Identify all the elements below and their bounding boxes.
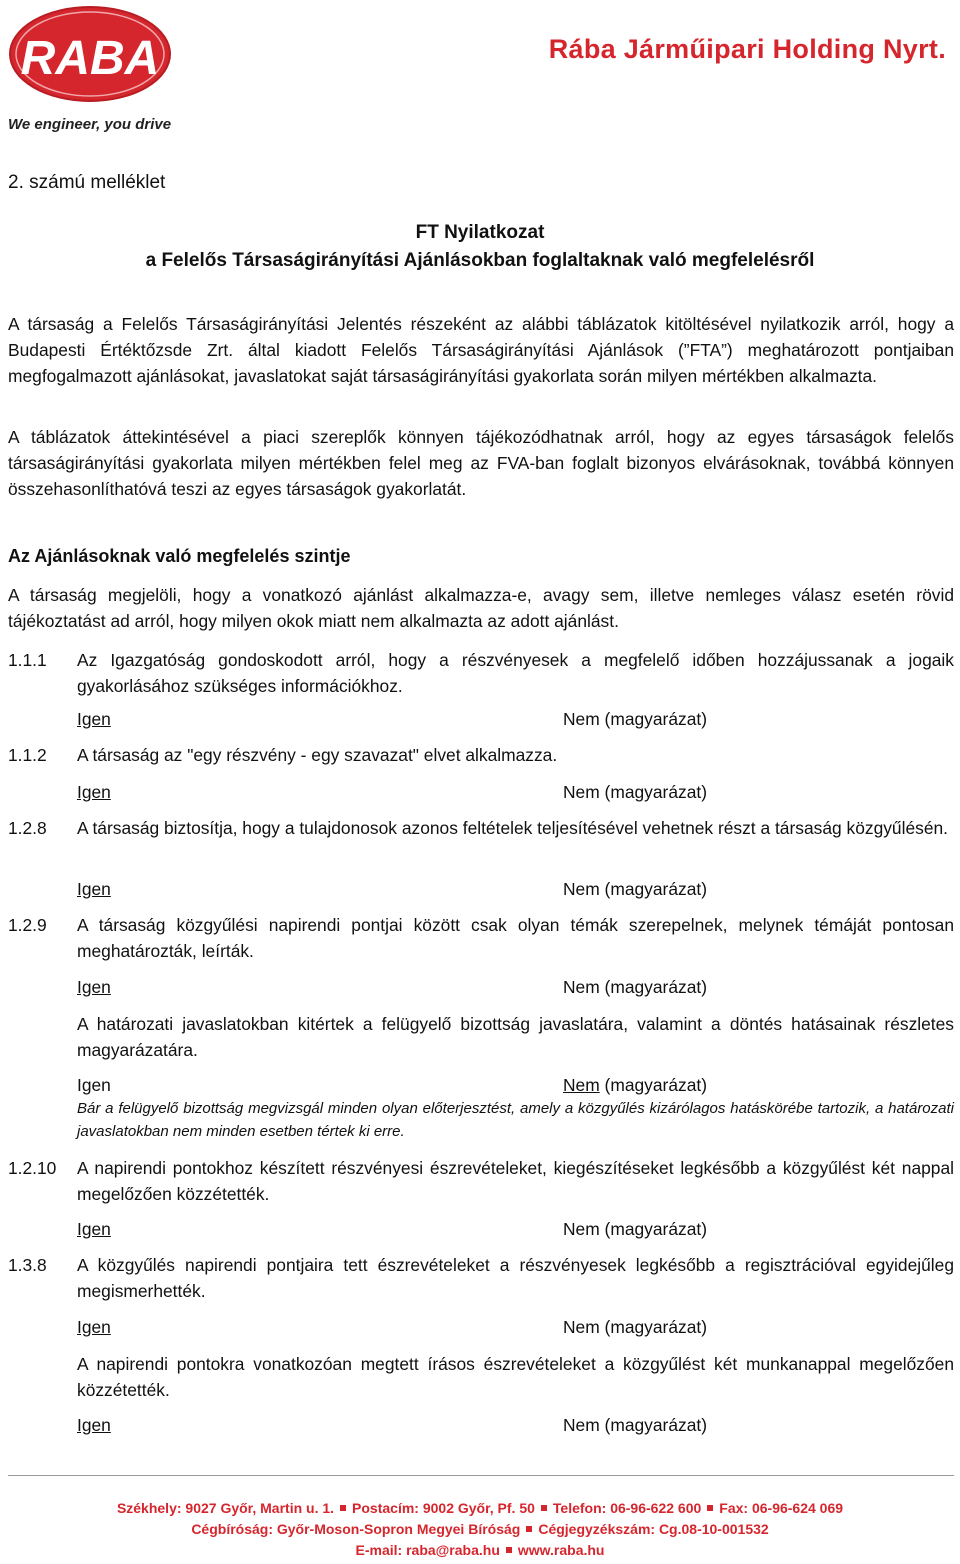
option-yes[interactable]: Igen bbox=[77, 1415, 111, 1435]
option-no[interactable]: Nem (magyarázat) bbox=[563, 977, 707, 997]
item-number: 1.2.8 bbox=[8, 818, 47, 838]
option-no[interactable]: Nem (magyarázat) bbox=[563, 1317, 707, 1337]
item-number: 1.1.2 bbox=[8, 745, 47, 765]
tagline: We engineer, you drive bbox=[8, 116, 172, 133]
document-title: FT Nyilatkozat bbox=[415, 222, 545, 243]
option-no[interactable]: Nem (magyarázat) bbox=[563, 1415, 707, 1435]
bullet-square-icon bbox=[340, 1505, 346, 1511]
company-name: Rába Járműipari Holding Nyrt. bbox=[548, 34, 946, 64]
bullet-square-icon bbox=[541, 1505, 547, 1511]
footer-line-1: Székhely: 9027 Győr, Martin u. 1. Postacím: 9002 Győr, Pf. 50 Telefon: 06-96-622 600 Fax: 06-96-624 069 bbox=[116, 1500, 844, 1516]
logo-text: RABA bbox=[20, 32, 160, 85]
item-number: 1.3.8 bbox=[8, 1255, 47, 1275]
option-no[interactable]: Nem (magyarázat) bbox=[563, 1219, 707, 1239]
intro-paragraph-1: A társaság a Felelős Társaságirányítási Jelentés részeként az alábbi táblázatok kitöltésével nyilatkozik arról, hogy a Budapesti Értéktőzsde Zrt. által kiadott Felelős Társaságirányítási Ajánlások (”FTA”) meghatározott pontjaiban megfogalmazott ajánlásokat, javaslatokat saját társaságirányítási gyakorlata során milyen mértékben alkalmazta. bbox=[8, 314, 954, 386]
item-number: 1.2.9 bbox=[8, 915, 47, 935]
bullet-square-icon bbox=[506, 1547, 512, 1553]
explanation-note: Bár a felügyelő bizottság megvizsgál minden olyan előterjesztést, amely a közgyűlés kizárólagos hatáskörébe tartozik, a határozati javaslatokban nem minden esetben tértek ki erre. bbox=[77, 1100, 954, 1140]
option-yes[interactable]: Igen bbox=[77, 1219, 111, 1239]
document-subtitle: a Felelős Társaságirányítási Ajánlásokban foglaltaknak való megfelelésről bbox=[145, 250, 815, 271]
option-yes[interactable]: Igen bbox=[77, 782, 111, 802]
option-yes[interactable]: Igen bbox=[77, 879, 111, 899]
item-text: A társaság az "egy részvény - egy szavazat" elvet alkalmazza. bbox=[77, 745, 558, 765]
item-number: 1.2.10 bbox=[8, 1158, 57, 1178]
intro-paragraph-2: A táblázatok áttekintésével a piaci szereplők könnyen tájékozódhatnak arról, hogy az egyes társaságok felelős társaságirányítási gyakorlata milyen mértékben felel meg az FVA-ban foglalt bizonyos elvárásoknak, továbbá könnyen összehasonlíthatóvá teszi az egyes társaságok gyakorlatát. bbox=[8, 427, 954, 499]
section-intro: A társaság megjelöli, hogy a vonatkozó ajánlást alkalmazza-e, avagy sem, illetve nemleges válasz esetén rövid tájékoztatást ad arról, hogy milyen okok miatt nem alkalmazta az adott ajánlást. bbox=[8, 585, 954, 631]
raba-logo bbox=[8, 4, 172, 104]
option-no-selected[interactable]: Nem (magyarázat) bbox=[563, 1075, 707, 1095]
option-yes[interactable]: Igen bbox=[77, 1317, 111, 1337]
footer-divider bbox=[8, 1475, 954, 1476]
option-no[interactable]: Nem (magyarázat) bbox=[563, 709, 707, 729]
option-no[interactable]: Nem (magyarázat) bbox=[563, 879, 707, 899]
bullet-square-icon bbox=[526, 1526, 532, 1532]
option-yes[interactable]: Igen bbox=[77, 977, 111, 997]
item-text: A napirendi pontokhoz készített részvényesi észrevételeket, kiegészítéseket legkésőbb a közgyűlést két nappal megelőzően közzétették. bbox=[77, 1158, 954, 1204]
footer-line-3 bbox=[0, 1540, 960, 1561]
item-text: A társaság közgyűlési napirendi pontjai között csak olyan témák szerepelnek, melynek témáját pontosan meghatározták, leírták. bbox=[77, 915, 954, 961]
annex-label: 2. számú melléklet bbox=[8, 172, 166, 193]
option-no[interactable]: Nem (magyarázat) bbox=[563, 782, 707, 802]
bullet-square-icon bbox=[707, 1505, 713, 1511]
option-yes[interactable]: Igen bbox=[77, 709, 111, 729]
footer-web-link[interactable]: www.raba.hu bbox=[517, 1542, 605, 1558]
footer-email-link[interactable]: E-mail: raba@raba.hu bbox=[355, 1542, 500, 1558]
item-text: A közgyűlés napirendi pontjaira tett észrevételeket a részvényesek legkésőbb a regisztrációval egyidejűleg megismerhették. bbox=[77, 1255, 954, 1301]
footer-line-2: Cégbíróság: Győr-Moson-Sopron Megyei Bíróság Cégjegyzékszám: Cg.08-10-001532 bbox=[191, 1521, 769, 1537]
item-number: 1.1.1 bbox=[8, 650, 47, 670]
item-text: A határozati javaslatokban kitértek a felügyelő bizottság javaslatára, valamint a döntés hatásainak részletes magyarázatára. bbox=[77, 1014, 954, 1060]
item-text: A társaság biztosítja, hogy a tulajdonosok azonos feltételek teljesítésével vehetnek részt a társaság közgyűlésén. bbox=[77, 818, 949, 838]
item-text: A napirendi pontokra vonatkozóan megtett írásos észrevételeket a közgyűlést két munkanappal megelőzően közzétették. bbox=[77, 1354, 954, 1400]
section-heading: Az Ajánlásoknak való megfelelés szintje bbox=[8, 546, 351, 566]
option-yes[interactable]: Igen bbox=[77, 1075, 111, 1095]
item-text: Az Igazgatóság gondoskodott arról, hogy a részvényesek a megfelelő időben hozzájussanak a jogaik gyakorlásához szükséges információkhoz. bbox=[77, 650, 954, 696]
